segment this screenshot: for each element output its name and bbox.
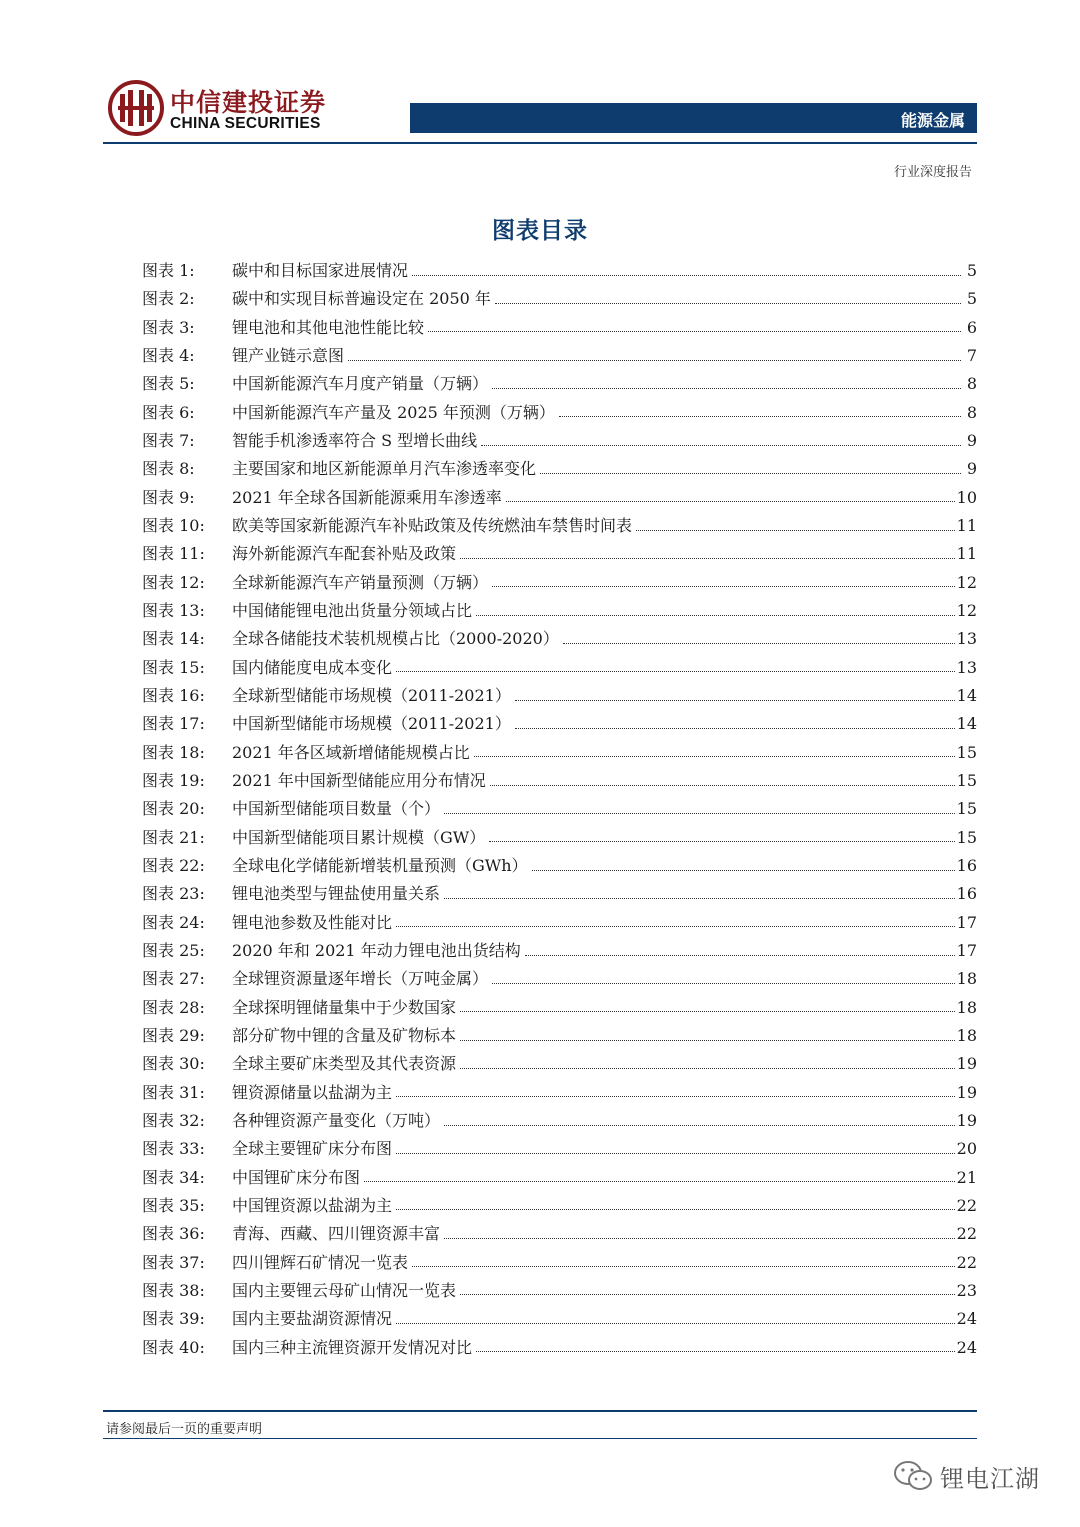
toc-entry-title[interactable]: 国内主要盐湖资源情况 — [232, 1309, 393, 1329]
toc-entry[interactable] — [142, 512, 977, 540]
toc-entry[interactable] — [142, 1135, 977, 1163]
toc-entry[interactable] — [142, 654, 977, 682]
toc-entry-page: 13 — [956, 657, 977, 677]
brand-name-cn: 中信建投证券 — [170, 88, 327, 117]
header-divider — [103, 142, 977, 144]
toc-leader-dots — [636, 530, 955, 531]
toc-entry[interactable] — [142, 1220, 977, 1248]
toc-entry-title[interactable]: 2020 年和 2021 年动力锂电池出货结构 — [232, 941, 521, 961]
toc-entry[interactable] — [142, 1079, 977, 1107]
toc-entry-page: 12 — [956, 601, 977, 621]
toc-entry-page: 20 — [956, 1139, 977, 1159]
toc-entry-title[interactable]: 全球主要矿床类型及其代表资源 — [232, 1054, 457, 1074]
toc-entry-page: 17 — [956, 912, 977, 932]
toc-leader-dots — [495, 303, 961, 304]
toc-list — [142, 257, 977, 1362]
toc-entry-page: 19 — [956, 1111, 977, 1130]
toc-entry-label: 图表 6: — [142, 402, 195, 422]
toc-leader-dots — [396, 1323, 955, 1324]
toc-entry-label: 图表 8: — [142, 459, 195, 479]
toc-entry-title[interactable]: 海外新能源汽车配套补贴及政策 — [232, 544, 457, 564]
toc-entry-title[interactable]: 全球新型储能市场规模（2011-2021） — [232, 686, 511, 706]
toc-entry-label: 图表 22: — [142, 856, 205, 876]
toc-leader-dots — [515, 728, 955, 729]
toc-entry-title[interactable]: 2021 年各区域新增储能规模占比 — [232, 742, 470, 762]
toc-entry-title[interactable]: 全球锂资源量逐年增长（万吨金属） — [232, 969, 489, 989]
toc-entry-title[interactable]: 锂电池参数及性能对比 — [232, 912, 393, 932]
toc-entry-page: 8 — [966, 402, 977, 422]
toc-leader-dots — [474, 756, 955, 757]
toc-leader-dots — [515, 700, 955, 701]
toc-leader-dots — [396, 671, 955, 672]
toc-entry-label: 图表 40: — [142, 1337, 205, 1357]
toc-leader-dots — [396, 926, 955, 927]
toc-entry[interactable] — [142, 1277, 977, 1305]
toc-entry-page: 19 — [956, 1054, 977, 1074]
toc-entry-page: 24 — [956, 1337, 977, 1357]
toc-entry[interactable] — [142, 625, 977, 653]
toc-heading: 图表目录 — [492, 218, 588, 244]
toc-entry-page: 15 — [956, 827, 977, 847]
toc-entry-page: 7 — [966, 346, 977, 366]
toc-entry[interactable] — [142, 1022, 977, 1050]
toc-entry-label: 图表 10: — [142, 516, 205, 536]
toc-entry-title[interactable]: 四川锂辉石矿情况一览表 — [232, 1252, 409, 1272]
toc-entry-page: 22 — [956, 1195, 977, 1215]
toc-entry-page: 11 — [956, 516, 977, 536]
toc-entry-title[interactable]: 中国锂资源以盐湖为主 — [232, 1195, 393, 1215]
toc-entry-label: 图表 39: — [142, 1309, 205, 1329]
toc-entry[interactable] — [142, 399, 977, 427]
toc-entry-page: 22 — [956, 1252, 977, 1272]
toc-entry-title[interactable]: 国内三种主流锂资源开发情况对比 — [232, 1337, 473, 1357]
toc-leader-dots — [476, 615, 955, 616]
toc-entry[interactable] — [142, 1192, 977, 1220]
toc-entry-page: 6 — [966, 317, 977, 337]
toc-entry-page: 18 — [956, 1026, 977, 1046]
toc-entry-page: 14 — [956, 714, 977, 734]
toc-leader-dots — [396, 1096, 955, 1097]
toc-leader-dots — [460, 1040, 955, 1041]
toc-entry[interactable] — [142, 852, 977, 880]
sector-banner — [410, 103, 977, 133]
toc-leader-dots — [532, 870, 955, 871]
toc-leader-dots — [489, 841, 954, 842]
toc-entry[interactable] — [142, 824, 977, 852]
toc-entry-page: 10 — [956, 487, 977, 507]
toc-leader-dots — [460, 558, 955, 559]
brand-name-en: CHINA SECURITIES — [170, 115, 321, 132]
toc-entry-title[interactable]: 国内主要锂云母矿山情况一览表 — [232, 1280, 457, 1300]
footer-divider-bottom — [103, 1438, 977, 1439]
toc-entry-page: 15 — [956, 799, 977, 819]
toc-entry-page: 13 — [956, 629, 977, 649]
toc-entry-label: 图表 27: — [142, 969, 205, 989]
toc-entry[interactable] — [142, 342, 977, 370]
toc-entry-page: 5 — [966, 289, 977, 309]
toc-leader-dots — [412, 1266, 955, 1267]
toc-entry-title[interactable]: 全球电化学储能新增装机量预测（GWh） — [232, 856, 528, 876]
toc-entry-page: 15 — [956, 742, 977, 762]
toc-entry[interactable] — [142, 710, 977, 738]
toc-entry-title[interactable]: 中国储能锂电池出货量分领域占比 — [232, 601, 473, 621]
toc-entry-title[interactable]: 2021 年全球各国新能源乘用车渗透率 — [232, 487, 502, 507]
toc-entry-label: 图表 9: — [142, 487, 195, 507]
toc-leader-dots — [492, 983, 955, 984]
toc-leader-dots — [460, 1011, 955, 1012]
toc-entry-title[interactable]: 各种锂资源产量变化（万吨） — [232, 1111, 441, 1130]
toc-entry-page: 9 — [966, 431, 977, 451]
toc-entry[interactable] — [142, 880, 977, 908]
toc-entry-title[interactable]: 部分矿物中锂的含量及矿物标本 — [232, 1026, 457, 1046]
toc-entry-label: 图表 4: — [142, 346, 195, 366]
toc-entry[interactable] — [142, 427, 977, 455]
toc-entry-page: 18 — [956, 969, 977, 989]
toc-entry-label: 图表 13: — [142, 601, 205, 621]
toc-entry-label: 图表 28: — [142, 997, 205, 1017]
toc-entry-title[interactable]: 青海、西藏、四川锂资源丰富 — [232, 1224, 441, 1244]
toc-entry-label: 图表 1: — [142, 261, 195, 281]
toc-entry-label: 图表 2: — [142, 289, 195, 309]
toc-leader-dots — [490, 785, 955, 786]
toc-entry[interactable] — [142, 767, 977, 795]
toc-entry-page: 5 — [966, 261, 977, 281]
toc-entry-label: 图表 36: — [142, 1224, 205, 1244]
toc-entry[interactable] — [142, 1248, 977, 1276]
toc-leader-dots — [412, 275, 961, 276]
toc-entry-label: 图表 12: — [142, 572, 205, 592]
toc-entry-title[interactable]: 锂电池类型与锂盐使用量关系 — [232, 884, 441, 904]
toc-entry-label: 图表 31: — [142, 1082, 205, 1102]
toc-leader-dots — [492, 586, 955, 587]
toc-leader-dots — [396, 1153, 955, 1154]
toc-entry-title[interactable]: 锂产业链示意图 — [232, 346, 345, 366]
toc-entry-title[interactable]: 全球各储能技术装机规模占比（2000-2020） — [232, 629, 559, 649]
toc-leader-dots — [444, 898, 955, 899]
toc-leader-dots — [428, 331, 961, 332]
toc-entry-page: 15 — [956, 771, 977, 791]
footer-divider — [103, 1410, 977, 1412]
toc-leader-dots — [444, 1238, 955, 1239]
toc-entry[interactable] — [142, 1164, 977, 1192]
toc-leader-dots — [476, 1351, 955, 1352]
toc-entry-page: 18 — [956, 997, 977, 1017]
toc-entry[interactable] — [142, 1107, 977, 1135]
toc-entry-title[interactable]: 碳中和实现目标普遍设定在 2050 年 — [232, 289, 491, 309]
toc-entry-title[interactable]: 中国新型储能项目累计规模（GW） — [232, 827, 486, 847]
toc-entry-title[interactable]: 主要国家和地区新能源单月汽车渗透率变化 — [232, 459, 537, 479]
toc-entry[interactable] — [142, 682, 977, 710]
toc-leader-dots — [444, 813, 955, 814]
toc-entry-label: 图表 17: — [142, 714, 205, 734]
toc-entry-title[interactable]: 碳中和目标国家进展情况 — [232, 261, 409, 281]
toc-entry[interactable] — [142, 484, 977, 512]
toc-leader-dots — [559, 416, 961, 417]
toc-entry-label: 图表 7: — [142, 431, 195, 451]
toc-entry-title[interactable]: 智能手机渗透率符合 S 型增长曲线 — [232, 431, 478, 451]
toc-entry-label: 图表 35: — [142, 1195, 205, 1215]
toc-entry-page: 14 — [956, 686, 977, 706]
toc-entry-title[interactable]: 全球新能源汽车产销量预测（万辆） — [232, 572, 489, 592]
toc-entry-label: 图表 37: — [142, 1252, 205, 1272]
toc-entry-page: 17 — [956, 941, 977, 961]
toc-entry-page: 19 — [956, 1082, 977, 1102]
company-logo-icon — [108, 80, 164, 136]
toc-leader-dots — [492, 388, 961, 389]
toc-entry[interactable] — [142, 1333, 977, 1361]
toc-entry-label: 图表 33: — [142, 1139, 205, 1159]
toc-entry[interactable] — [142, 909, 977, 937]
toc-entry-page: 16 — [956, 856, 977, 876]
toc-entry-page: 22 — [956, 1224, 977, 1244]
toc-entry-title[interactable]: 全球主要锂矿床分布图 — [232, 1139, 393, 1159]
toc-entry-page: 8 — [966, 374, 977, 394]
toc-entry-title[interactable]: 全球探明锂储量集中于少数国家 — [232, 997, 457, 1017]
toc-entry[interactable] — [142, 1305, 977, 1333]
toc-entry-label: 图表 21: — [142, 827, 205, 847]
toc-entry-label: 图表 3: — [142, 317, 195, 337]
toc-entry-label: 图表 14: — [142, 629, 205, 649]
toc-entry-page: 16 — [956, 884, 977, 904]
toc-entry-label: 图表 38: — [142, 1280, 205, 1300]
toc-entry[interactable] — [142, 597, 977, 625]
toc-entry-label: 图表 20: — [142, 799, 205, 819]
toc-entry-label: 图表 30: — [142, 1054, 205, 1074]
toc-entry[interactable] — [142, 1050, 977, 1078]
toc-entry-label: 图表 29: — [142, 1026, 205, 1046]
disclaimer-note: 请参阅最后一页的重要声明 — [106, 1422, 263, 1437]
toc-leader-dots — [348, 360, 961, 361]
toc-entry-label: 图表 23: — [142, 884, 205, 904]
toc-entry[interactable] — [142, 994, 977, 1022]
toc-entry-label: 图表 18: — [142, 742, 205, 762]
toc-entry-page: 9 — [966, 459, 977, 479]
toc-entry[interactable] — [142, 739, 977, 767]
sector-label: 能源金属 — [900, 111, 965, 130]
toc-entry-label: 图表 16: — [142, 686, 205, 706]
toc-leader-dots — [525, 955, 955, 956]
toc-leader-dots — [460, 1294, 955, 1295]
toc-entry[interactable] — [142, 370, 977, 398]
toc-entry-title[interactable]: 中国锂矿床分布图 — [232, 1167, 361, 1187]
toc-leader-dots — [460, 1068, 955, 1069]
toc-entry[interactable] — [142, 965, 977, 993]
report-type-label: 行业深度报告 — [893, 165, 972, 180]
toc-entry-label: 图表 34: — [142, 1167, 205, 1187]
toc-entry-title[interactable]: 中国新型储能市场规模（2011-2021） — [232, 714, 511, 734]
toc-entry[interactable] — [142, 569, 977, 597]
toc-entry-label: 图表 5: — [142, 374, 195, 394]
wechat-icon — [892, 1458, 934, 1494]
toc-entry-label: 图表 15: — [142, 657, 205, 677]
watermark-text: 锂电江湖 — [940, 1464, 1040, 1493]
toc-entry[interactable] — [142, 455, 977, 483]
toc-entry-label: 图表 24: — [142, 912, 205, 932]
toc-entry-title[interactable]: 锂电池和其他电池性能比较 — [232, 317, 425, 337]
toc-leader-dots — [396, 1209, 955, 1210]
toc-leader-dots — [506, 501, 955, 502]
toc-entry[interactable] — [142, 257, 977, 285]
toc-entry-label: 图表 25: — [142, 941, 205, 961]
toc-entry-page: 24 — [956, 1309, 977, 1329]
toc-entry-page: 23 — [956, 1280, 977, 1300]
toc-entry-title[interactable]: 国内储能度电成本变化 — [232, 657, 393, 677]
toc-leader-dots — [540, 473, 961, 474]
toc-entry-page: 12 — [956, 572, 977, 592]
toc-entry[interactable] — [142, 937, 977, 965]
toc-entry[interactable] — [142, 795, 977, 823]
toc-entry-label: 图表 32: — [142, 1111, 205, 1130]
toc-leader-dots — [481, 445, 961, 446]
toc-entry[interactable] — [142, 540, 977, 568]
toc-entry[interactable] — [142, 285, 977, 313]
toc-entry-label: 图表 11: — [142, 544, 205, 564]
toc-entry-title[interactable]: 锂资源储量以盐湖为主 — [232, 1082, 393, 1102]
toc-entry-title[interactable]: 欧美等国家新能源汽车补贴政策及传统燃油车禁售时间表 — [232, 516, 633, 536]
toc-entry-title[interactable]: 中国新能源汽车产量及 2025 年预测（万辆） — [232, 402, 555, 422]
toc-entry-title[interactable]: 中国新型储能项目数量（个） — [232, 799, 441, 819]
toc-entry-title[interactable]: 中国新能源汽车月度产销量（万辆） — [232, 374, 489, 394]
toc-entry-page: 21 — [956, 1167, 977, 1187]
toc-leader-dots — [563, 643, 955, 644]
watermark — [892, 1458, 1040, 1494]
toc-entry-label: 图表 19: — [142, 771, 205, 791]
toc-entry-title[interactable]: 2021 年中国新型储能应用分布情况 — [232, 771, 486, 791]
toc-leader-dots — [364, 1181, 955, 1182]
toc-entry[interactable] — [142, 314, 977, 342]
toc-leader-dots — [444, 1125, 955, 1126]
toc-entry-page: 11 — [956, 544, 977, 564]
